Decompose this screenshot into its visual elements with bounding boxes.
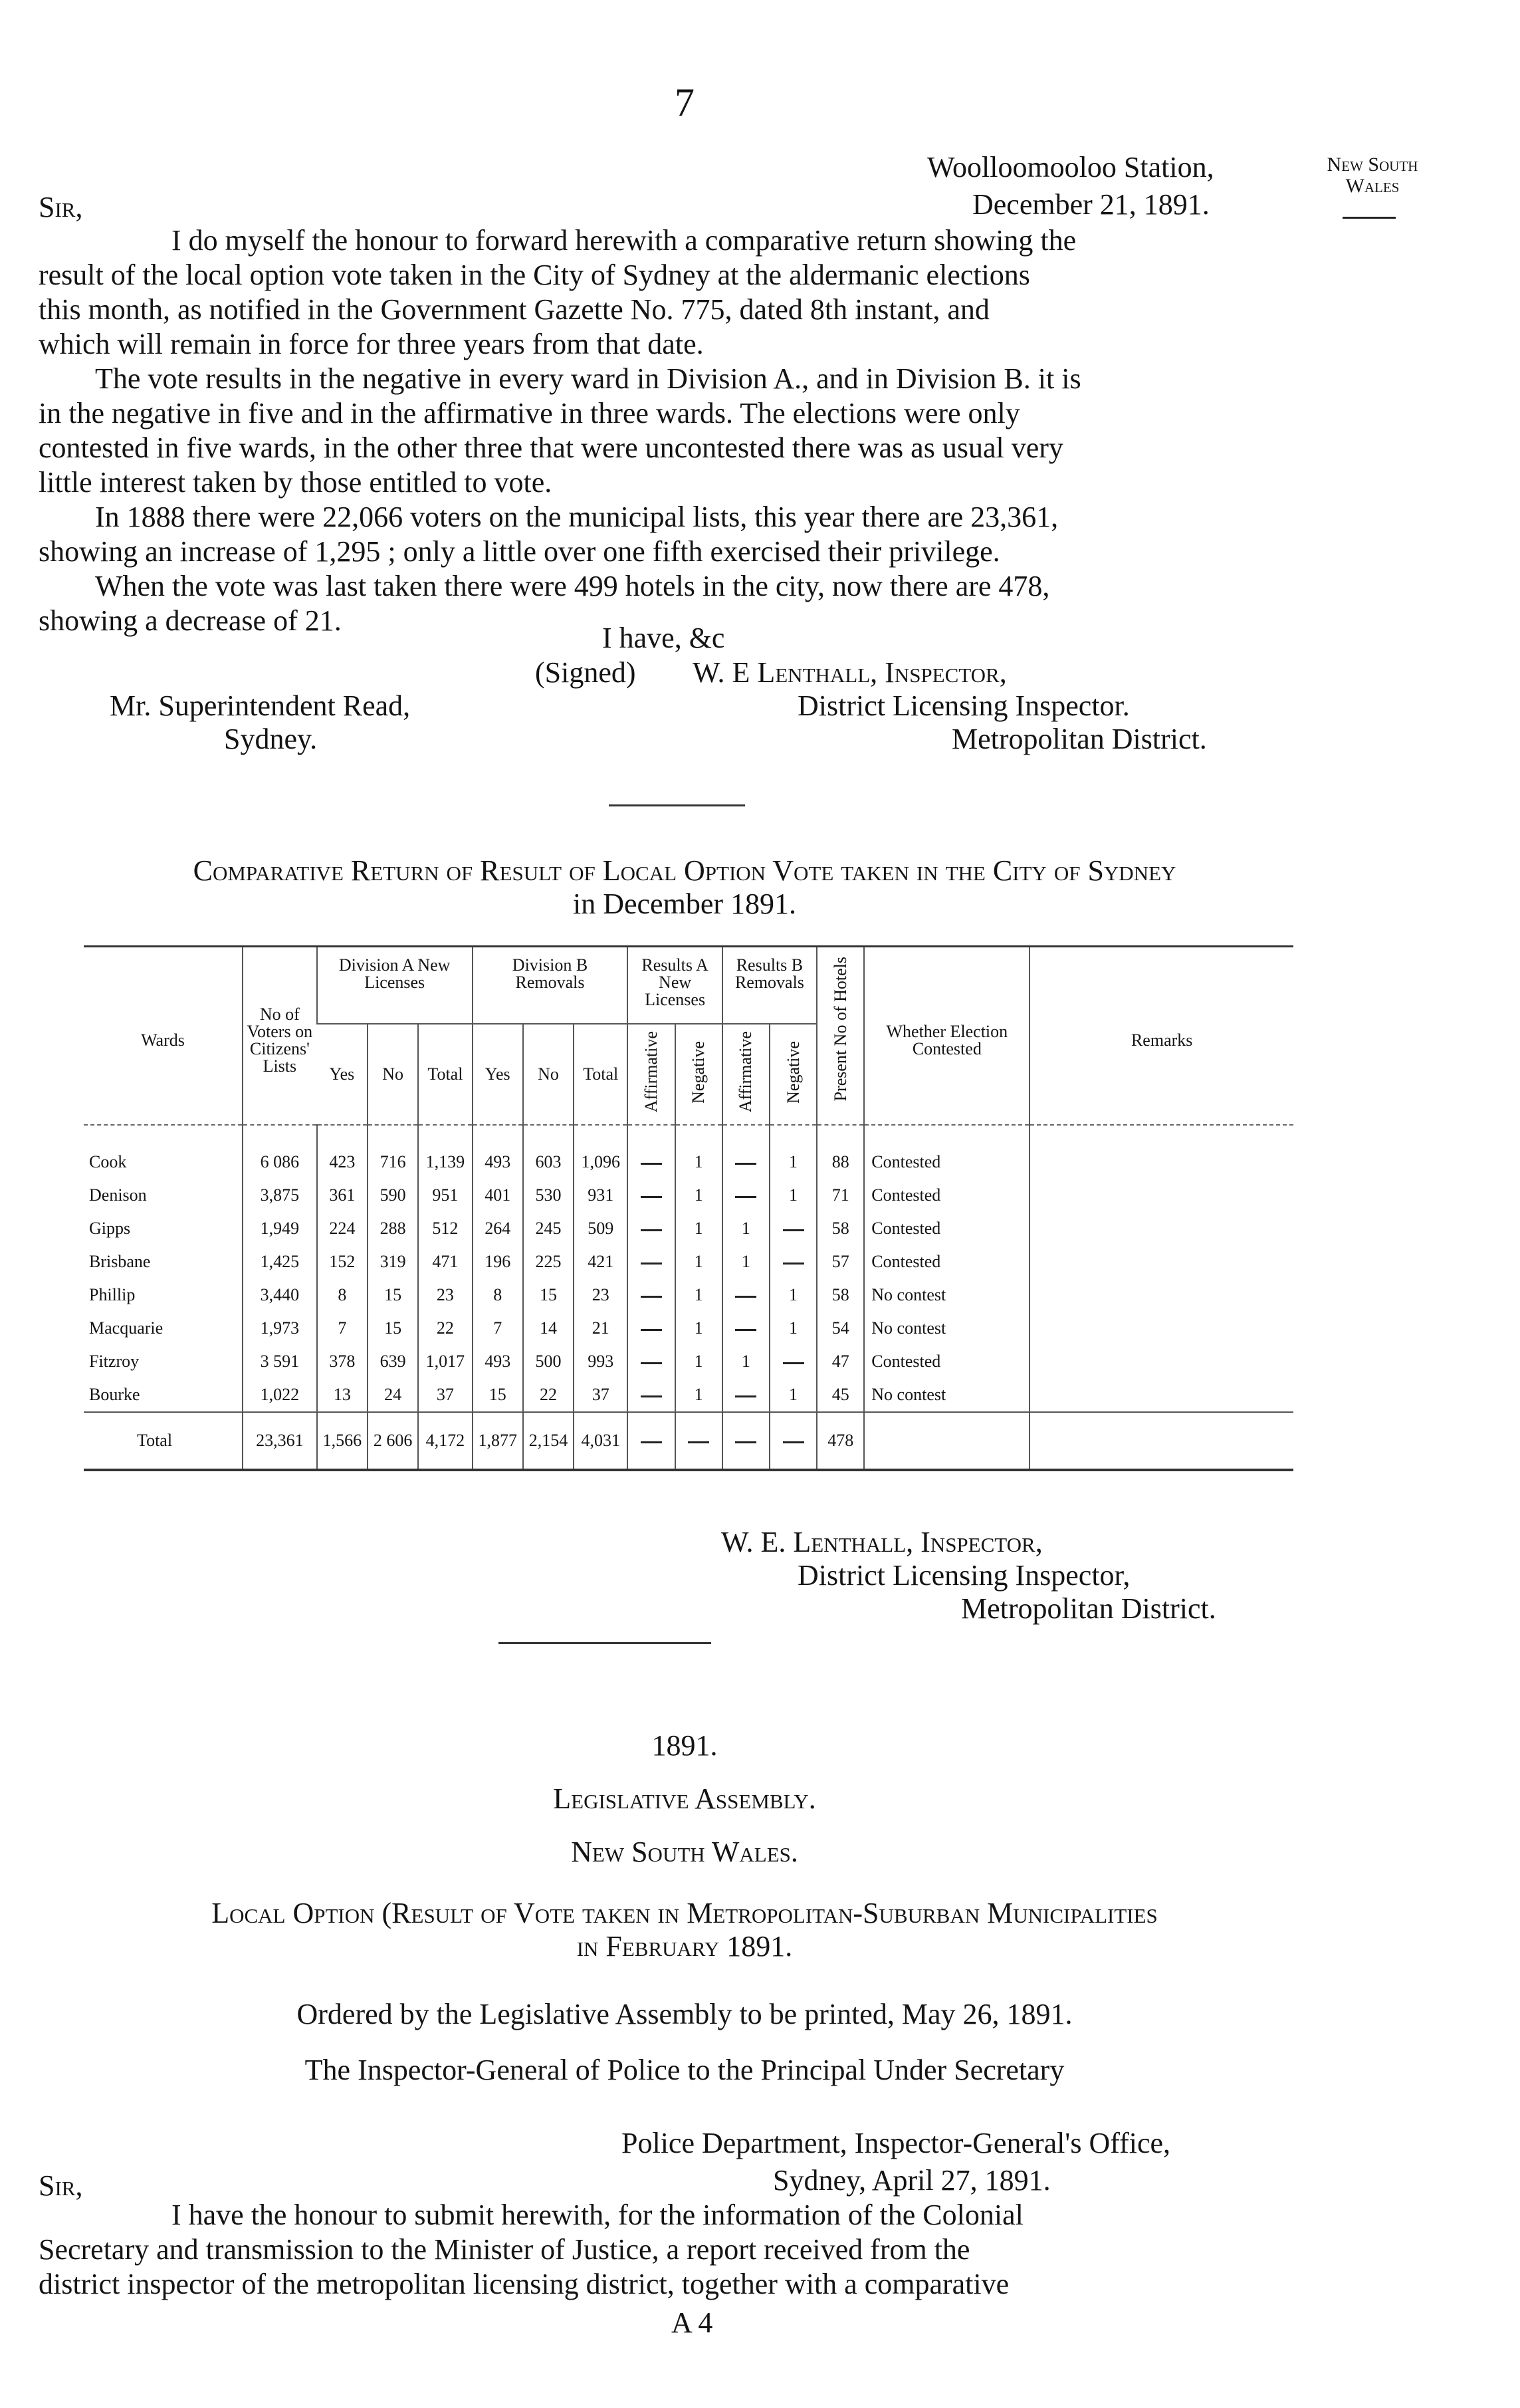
dash-mark (641, 1329, 662, 1331)
cell-a-no: 24 (368, 1378, 418, 1412)
l1-p3-line2: showing an increase of 1,295 ; only a little over one fifth exercised their privilege. (39, 535, 1000, 568)
total-contested (864, 1412, 1030, 1470)
cell-a-total: 512 (418, 1212, 472, 1245)
letter2-salutation: Sir, (39, 2169, 83, 2202)
cell-b-total: 21 (574, 1312, 627, 1345)
dash-mark (783, 1263, 804, 1264)
margin-rule (1343, 217, 1396, 219)
header-rb-affirmative: Affirmative (722, 1024, 770, 1125)
cell-a-yes: 361 (317, 1179, 368, 1212)
l1-p1-line2: result of the local option vote taken in the City of Sydney at the aldermanic elections (39, 259, 1030, 291)
cell-a-total: 37 (418, 1378, 472, 1412)
cell-rb-neg: 1 (770, 1378, 817, 1412)
cell-hotels: 58 (817, 1212, 864, 1245)
header-results-b: Results B Removals (722, 947, 817, 1024)
signature2-line2: District Licensing Inspector, (798, 1559, 1131, 1592)
margin-note-line2: Wales (1345, 175, 1400, 197)
cell-ra-neg: 1 (675, 1312, 722, 1345)
header-ra-negative: Negative (675, 1024, 722, 1125)
table-separator (84, 1125, 1293, 1145)
ward-name: Macquarie (89, 1318, 163, 1338)
cell-rb-neg: 1 (770, 1312, 817, 1345)
header-hotels: Present No of Hotels (817, 947, 864, 1126)
l1-p4-line2: showing a decrease of 21. (39, 604, 342, 637)
cell-remarks (1030, 1312, 1293, 1345)
letter1-date: December 21, 1891. (972, 188, 1210, 221)
total-ra-neg (675, 1412, 722, 1470)
letter2-office: Police Department, Inspector-General's Office, (621, 2127, 1171, 2159)
dash-mark (735, 1441, 756, 1443)
cell-contested: No contest (864, 1312, 1030, 1345)
table-body (84, 1125, 1293, 1475)
letter1-signature: W. E Lenthall, Inspector, (693, 656, 1007, 689)
cell-ra-neg: 1 (675, 1245, 722, 1278)
dash-mark (688, 1441, 709, 1443)
l2-line2: Secretary and transmission to the Minister of Justice, a report received from the (39, 2233, 970, 2266)
table-row (84, 1212, 1293, 1245)
total-ra-aff (627, 1412, 675, 1470)
cell-ra-aff (627, 1145, 675, 1179)
ward-name: Gipps (89, 1219, 131, 1238)
l1-p2-line2: in the negative in five and in the affirmative in three wards. The elections were only (39, 397, 1020, 429)
header-rb-negative: Negative (770, 1024, 817, 1125)
cell-b-no: 22 (523, 1378, 574, 1412)
total-voters: 23,361 (243, 1412, 317, 1470)
cell-contested: No contest (864, 1278, 1030, 1312)
cell-b-yes: 401 (473, 1179, 523, 1212)
letter2-body (39, 2198, 1288, 2302)
header-results-a: Results A New Licenses (627, 947, 722, 1024)
cell-hotels: 47 (817, 1345, 864, 1378)
cell-rb-aff (722, 1145, 770, 1179)
cell-contested: Contested (864, 1145, 1030, 1179)
table-row (84, 1312, 1293, 1345)
cell-b-total: 421 (574, 1245, 627, 1278)
cell-b-total: 37 (574, 1378, 627, 1412)
dash-mark (783, 1362, 804, 1364)
cell-ra-aff (627, 1212, 675, 1245)
section2-house: Legislative Assembly. (553, 1782, 816, 1815)
cell-contested: Contested (864, 1345, 1030, 1378)
header-contested: Whether Election Contested (864, 947, 1030, 1126)
table-title-line1: Comparative Return of Result of Local Option Vote taken in the City of Sydney (193, 854, 1176, 887)
cell-rb-neg (770, 1212, 817, 1245)
letter1-addressee1: Mr. Superintendent Read, (110, 689, 411, 722)
cell-a-no: 319 (368, 1245, 418, 1278)
cell-rb-aff: 1 (722, 1212, 770, 1245)
cell-b-total: 993 (574, 1345, 627, 1378)
cell-b-yes: 264 (473, 1212, 523, 1245)
cell-b-yes: 493 (473, 1145, 523, 1179)
cell-rb-neg: 1 (770, 1278, 817, 1312)
cell-ra-aff (627, 1345, 675, 1378)
comparative-table (84, 945, 1293, 1475)
signature2-line1: W. E. Lenthall, Inspector, (721, 1526, 1043, 1558)
dash-mark (641, 1263, 662, 1264)
cell-contested: Contested (864, 1245, 1030, 1278)
section2-ordered: Ordered by the Legislative Assembly to be printed, May 26, 1891. (296, 1998, 1073, 2030)
cell-hotels: 57 (817, 1245, 864, 1278)
page-number: 7 (675, 80, 695, 124)
cell-ra-neg: 1 (675, 1179, 722, 1212)
dash-mark (735, 1296, 756, 1298)
cell-a-total: 471 (418, 1245, 472, 1278)
cell-a-total: 23 (418, 1278, 472, 1312)
total-rb-aff (722, 1412, 770, 1470)
cell-b-no: 225 (523, 1245, 574, 1278)
cell-ra-neg: 1 (675, 1378, 722, 1412)
header-b-total: Total (574, 1024, 627, 1125)
cell-a-yes: 8 (317, 1278, 368, 1312)
cell-hotels: 54 (817, 1312, 864, 1345)
cell-voters: 3,875 (243, 1179, 317, 1212)
header-voters: No of Voters on Citizens' Lists (243, 947, 317, 1126)
cell-b-total: 931 (574, 1179, 627, 1212)
l1-p1-line4: which will remain in force for three years from that date. (39, 328, 704, 360)
l1-p3-line1: In 1888 there were 22,066 voters on the municipal lists, this year there are 23,361, (95, 501, 1059, 533)
letter2-date: Sydney, April 27, 1891. (773, 2164, 1051, 2197)
header-b-yes: Yes (473, 1024, 523, 1125)
ward-name: Denison (89, 1185, 147, 1205)
cell-a-no: 639 (368, 1345, 418, 1378)
letter1-sig-title2: Metropolitan District. (952, 723, 1207, 755)
dash-mark (783, 1441, 804, 1443)
table-row (84, 1245, 1293, 1278)
cell-b-no: 603 (523, 1145, 574, 1179)
cell-rb-neg (770, 1245, 817, 1278)
cell-voters: 1,949 (243, 1212, 317, 1245)
cell-rb-neg: 1 (770, 1179, 817, 1212)
cell-a-total: 1,139 (418, 1145, 472, 1179)
table-title-line2: in December 1891. (573, 888, 796, 920)
section2-year: 1891. (651, 1729, 718, 1762)
table-end-rule (84, 1470, 1293, 1475)
cell-remarks (1030, 1212, 1293, 1245)
letter1-place: Woolloomooloo Station, (927, 151, 1214, 183)
header-a-yes: Yes (317, 1024, 368, 1125)
total-hotels: 478 (817, 1412, 864, 1470)
l1-p2-line3: contested in five wards, in the other three that were uncontested there was as usual very (39, 431, 1063, 464)
cell-a-no: 15 (368, 1312, 418, 1345)
total-a-yes: 1,566 (317, 1412, 368, 1470)
ward-name: Brisbane (89, 1252, 151, 1271)
cell-rb-aff (722, 1378, 770, 1412)
header-a-no: No (368, 1024, 418, 1125)
cell-b-yes: 196 (473, 1245, 523, 1278)
ward-name: Bourke (89, 1385, 140, 1404)
signature-mark: A 4 (671, 2306, 713, 2339)
l2-line3: district inspector of the metropolitan licensing district, together with a comparative (39, 2268, 1010, 2300)
l1-p1-line3: this month, as notified in the Government Gazette No. 775, dated 8th instant, and (39, 293, 990, 326)
total-rb-neg (770, 1412, 817, 1470)
cell-b-yes: 8 (473, 1278, 523, 1312)
header-remarks: Remarks (1030, 947, 1293, 1126)
cell-rb-aff (722, 1312, 770, 1345)
dash-mark (641, 1362, 662, 1364)
signature2-line3: Metropolitan District. (961, 1592, 1216, 1625)
cell-b-total: 1,096 (574, 1145, 627, 1179)
cell-a-total: 22 (418, 1312, 472, 1345)
cell-a-no: 288 (368, 1212, 418, 1245)
table-row (84, 1345, 1293, 1378)
cell-b-no: 530 (523, 1179, 574, 1212)
cell-contested: Contested (864, 1179, 1030, 1212)
cell-ra-neg: 1 (675, 1145, 722, 1179)
letter1-body (39, 223, 1288, 638)
cell-a-yes: 7 (317, 1312, 368, 1345)
cell-ra-aff (627, 1245, 675, 1278)
letter1-addressee2: Sydney. (224, 723, 318, 755)
section2-title-line1: Local Option (Result of Vote taken in Metropolitan-Suburban Municipalities (211, 1897, 1158, 1929)
cell-rb-aff: 1 (722, 1245, 770, 1278)
letter1-closing: I have, &c (602, 622, 725, 654)
header-wards: Wards (84, 947, 243, 1126)
cell-a-yes: 224 (317, 1212, 368, 1245)
cell-a-total: 951 (418, 1179, 472, 1212)
l1-p4-line1: When the vote was last taken there were 499 hotels in the city, now there are 478, (95, 570, 1050, 602)
cell-a-no: 716 (368, 1145, 418, 1179)
ward-name: Fitzroy (89, 1352, 140, 1371)
dash-mark (641, 1229, 662, 1231)
l1-p1-line1: I do myself the honour to forward herewith a comparative return showing the (171, 224, 1077, 257)
cell-hotels: 71 (817, 1179, 864, 1212)
margin-note (1296, 154, 1449, 197)
dash-mark (641, 1296, 662, 1298)
total-remarks (1030, 1412, 1293, 1470)
cell-remarks (1030, 1378, 1293, 1412)
cell-voters: 1,425 (243, 1245, 317, 1278)
cell-a-no: 590 (368, 1179, 418, 1212)
cell-b-yes: 493 (473, 1345, 523, 1378)
cell-b-yes: 7 (473, 1312, 523, 1345)
section2-colony: New South Wales. (571, 1836, 798, 1868)
cell-hotels: 58 (817, 1278, 864, 1312)
cell-ra-aff (627, 1378, 675, 1412)
table-row (84, 1378, 1293, 1412)
cell-b-no: 245 (523, 1212, 574, 1245)
cell-ra-aff (627, 1312, 675, 1345)
dash-mark (735, 1196, 756, 1198)
cell-rb-neg: 1 (770, 1145, 817, 1179)
l1-p2-line4: little interest taken by those entitled to vote. (39, 466, 552, 499)
margin-note-line1: New South (1327, 154, 1418, 176)
dash-mark (735, 1163, 756, 1165)
cell-b-total: 23 (574, 1278, 627, 1312)
total-b-no: 2,154 (523, 1412, 574, 1470)
dash-mark (641, 1441, 662, 1443)
cell-b-no: 500 (523, 1345, 574, 1378)
header-division-a: Division A New Licenses (317, 947, 473, 1024)
cell-b-total: 509 (574, 1212, 627, 1245)
header-b-no: No (523, 1024, 574, 1125)
cell-b-yes: 15 (473, 1378, 523, 1412)
cell-rb-aff: 1 (722, 1345, 770, 1378)
cell-voters: 3,440 (243, 1278, 317, 1312)
section2-title-line2: in February 1891. (576, 1930, 793, 1963)
cell-remarks (1030, 1179, 1293, 1212)
section-divider-2 (498, 1642, 711, 1644)
l2-line1: I have the honour to submit herewith, for the information of the Colonial (171, 2199, 1024, 2231)
cell-a-yes: 152 (317, 1245, 368, 1278)
total-a-total: 4,172 (418, 1412, 472, 1470)
cell-remarks (1030, 1345, 1293, 1378)
cell-hotels: 45 (817, 1378, 864, 1412)
cell-a-yes: 423 (317, 1145, 368, 1179)
cell-voters: 1,973 (243, 1312, 317, 1345)
cell-ra-neg: 1 (675, 1212, 722, 1245)
cell-b-no: 14 (523, 1312, 574, 1345)
letter1-signed: (Signed) (535, 656, 636, 689)
cell-rb-neg (770, 1345, 817, 1378)
total-b-yes: 1,877 (473, 1412, 523, 1470)
dash-mark (735, 1329, 756, 1331)
cell-a-yes: 13 (317, 1378, 368, 1412)
cell-a-no: 15 (368, 1278, 418, 1312)
l1-p2-line1: The vote results in the negative in every ward in Division A., and in Division B. it is (95, 362, 1081, 395)
cell-voters: 3 591 (243, 1345, 317, 1378)
ward-name: Cook (89, 1152, 127, 1171)
cell-contested: No contest (864, 1378, 1030, 1412)
cell-remarks (1030, 1278, 1293, 1312)
total-label: Total (84, 1412, 243, 1470)
table-total-row (84, 1412, 1293, 1470)
header-ra-affirmative: Affirmative (627, 1024, 675, 1125)
dash-mark (783, 1229, 804, 1231)
dash-mark (641, 1395, 662, 1397)
ward-name: Phillip (89, 1285, 136, 1304)
cell-hotels: 88 (817, 1145, 864, 1179)
cell-a-yes: 378 (317, 1345, 368, 1378)
cell-ra-aff (627, 1179, 675, 1212)
cell-remarks (1030, 1145, 1293, 1179)
cell-ra-neg: 1 (675, 1345, 722, 1378)
cell-ra-neg: 1 (675, 1278, 722, 1312)
dash-mark (641, 1196, 662, 1198)
dash-mark (735, 1395, 756, 1397)
cell-rb-aff (722, 1179, 770, 1212)
letter1-salutation: Sir, (39, 191, 83, 223)
section-divider (609, 804, 745, 806)
cell-voters: 6 086 (243, 1145, 317, 1179)
letter1-sig-title1: District Licensing Inspector. (798, 689, 1130, 722)
cell-remarks (1030, 1245, 1293, 1278)
table-row (84, 1179, 1293, 1212)
cell-rb-aff (722, 1278, 770, 1312)
header-a-total: Total (418, 1024, 472, 1125)
total-a-no: 2 606 (368, 1412, 418, 1470)
cell-ra-aff (627, 1278, 675, 1312)
header-division-b: Division B Removals (473, 947, 628, 1024)
section2-from-to: The Inspector-General of Police to the Principal Under Secretary (304, 2054, 1065, 2086)
dash-mark (641, 1163, 662, 1165)
table-row (84, 1278, 1293, 1312)
cell-a-total: 1,017 (418, 1345, 472, 1378)
table-row (84, 1145, 1293, 1179)
cell-contested: Contested (864, 1212, 1030, 1245)
cell-b-no: 15 (523, 1278, 574, 1312)
total-b-total: 4,031 (574, 1412, 627, 1470)
cell-voters: 1,022 (243, 1378, 317, 1412)
